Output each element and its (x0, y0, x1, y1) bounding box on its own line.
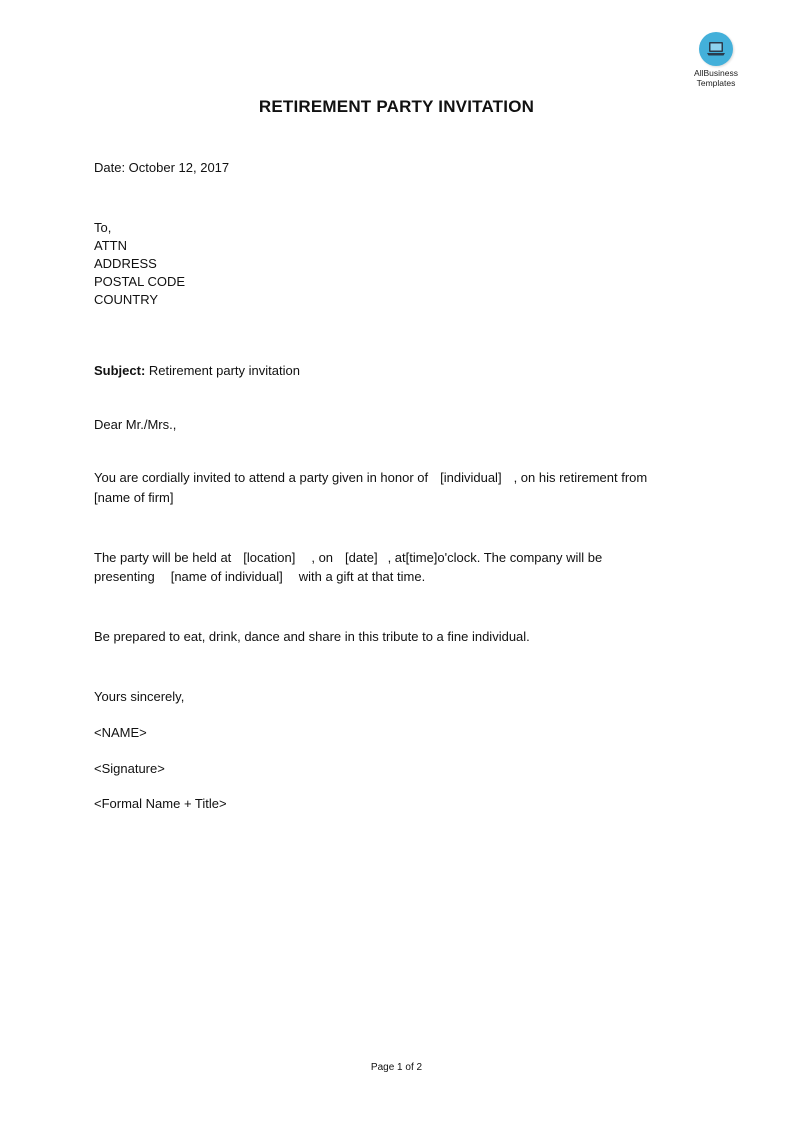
logo (689, 32, 743, 88)
signature-line: <Signature> (94, 761, 165, 776)
signature-name: <NAME> (94, 725, 147, 740)
recipient-country: COUNTRY (94, 292, 159, 307)
document-title: RETIREMENT PARTY INVITATION (258, 97, 535, 116)
paragraph2-text-c: , at[time]o'clock. The company will be (387, 550, 603, 565)
paragraph1-text-b: , on his retirement from (513, 470, 648, 485)
paragraph1-text-a: You are cordially invited to attend a party given in honor of (94, 470, 429, 485)
logo-text-line2: Templates (696, 78, 736, 88)
paragraph2-line1 (94, 549, 602, 567)
subject-label: Subject: (94, 363, 146, 378)
closing: Yours sincerely, (94, 689, 185, 704)
recipient-attn: ATTN (94, 238, 127, 253)
logo-circle (699, 32, 733, 66)
salutation: Dear Mr./Mrs., (94, 417, 177, 432)
recipient-to: To, (94, 220, 112, 235)
paragraph1-line1 (94, 469, 647, 487)
placeholder-location: [location] (243, 550, 296, 565)
page-number: Page 1 of 2 (370, 1062, 423, 1073)
paragraph2-text-a: The party will be held at (94, 550, 232, 565)
placeholder-individual: [individual] (440, 470, 502, 485)
placeholder-name-of-individual: [name of individual] (170, 569, 283, 584)
subject-text: Retirement party invitation (148, 363, 300, 378)
subject-line (94, 362, 300, 380)
laptop-icon (706, 40, 726, 58)
paragraph2-text-e: with a gift at that time. (298, 569, 426, 584)
logo-text-line1: AllBusiness (694, 68, 738, 78)
paragraph3: Be prepared to eat, drink, dance and share in this tribute to a fine individual. (94, 629, 530, 644)
formal-name-title: <Formal Name + Title> (94, 796, 227, 811)
recipient-address: ADDRESS (94, 256, 157, 271)
paragraph2-text-b: , on (311, 550, 334, 565)
paragraph2-text-d: presenting (94, 569, 155, 584)
recipient-postal-code: POSTAL CODE (94, 274, 186, 289)
placeholder-date: [date] (345, 550, 378, 565)
date-line: Date: October 12, 2017 (94, 160, 230, 175)
placeholder-firm: [name of firm] (94, 490, 174, 505)
paragraph2-line2 (94, 568, 425, 586)
